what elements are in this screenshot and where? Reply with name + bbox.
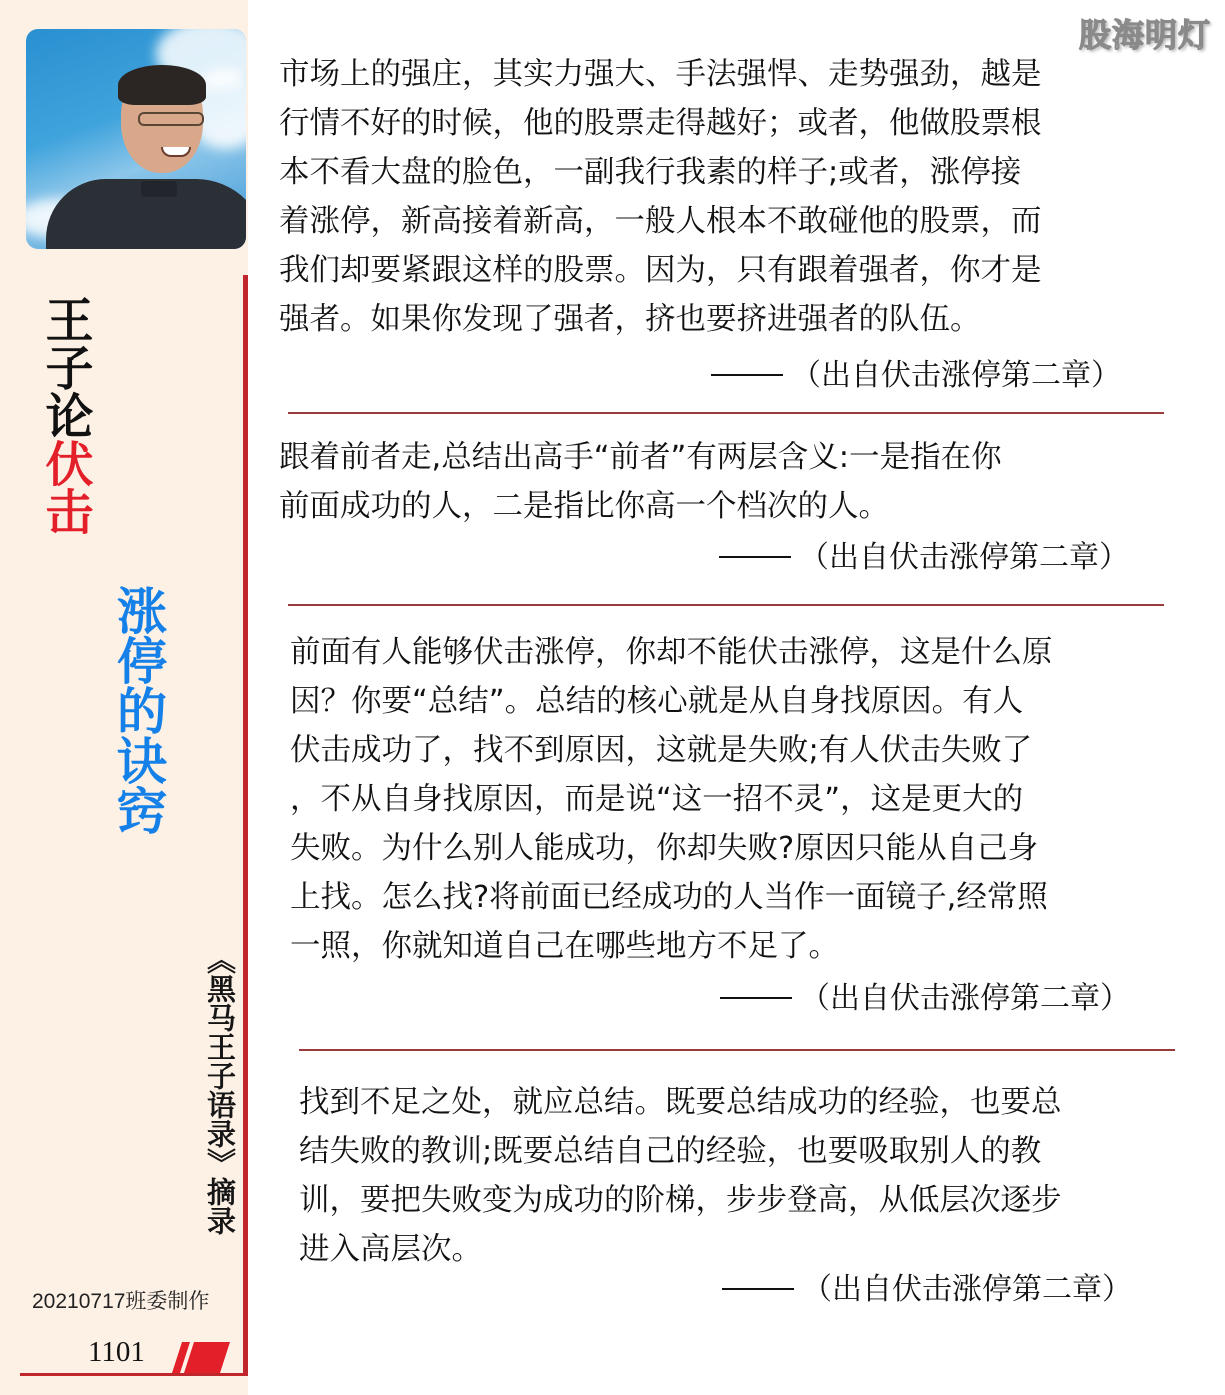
- slash-mark-icon: [172, 1342, 230, 1373]
- quote-line: 前面成功的人，二是指比你高一个档次的人。: [279, 489, 889, 524]
- citation: [720, 973, 1130, 1017]
- author-photo: [26, 29, 246, 249]
- quote-line: 行情不好的时候，他的股票走得越好；或者，他做股票根: [279, 106, 1042, 141]
- em-dash: [720, 997, 792, 999]
- quote-line: 进入高层次。: [299, 1232, 482, 1267]
- column-title: [37, 295, 93, 535]
- watermark-logo: 股海明灯: [1078, 16, 1211, 54]
- quote-line: 伏击成功了，找不到原因，这就是失败;有人伏击失败了: [290, 733, 1033, 768]
- quote-line: 本不看大盘的脸色，一副我行我素的样子;或者，涨停接: [279, 155, 1022, 190]
- em-dash: [719, 556, 791, 558]
- quote-line: 市场上的强庄，其实力强大、手法强悍、走势强劲，越是: [279, 57, 1042, 92]
- citation-text: （出自伏击涨停第二章）: [799, 540, 1129, 575]
- em-dash: [722, 1288, 794, 1290]
- accent-bar: [243, 275, 248, 1373]
- quote-line: 失败。为什么别人能成功，你却失败?原因只能从自己身: [290, 831, 1039, 866]
- citation: [722, 1264, 1132, 1308]
- page-underline: [20, 1373, 248, 1376]
- section-divider: [288, 604, 1164, 606]
- page-number: 1101: [88, 1336, 145, 1368]
- quote-line: 前面有人能够伏击涨停，你却不能伏击涨停，这是什么原: [290, 635, 1053, 670]
- quote-line: 找到不足之处，就应总结。既要总结成功的经验，也要总: [299, 1085, 1062, 1120]
- topic-subtitle: 涨停的诀窍: [109, 585, 168, 835]
- em-dash: [711, 374, 783, 376]
- quote-line: 训，要把失败变为成功的阶梯，步步登高，从低层次逐步: [299, 1183, 1062, 1218]
- citation: [719, 532, 1129, 576]
- quote-line: ，不从自身找原因，而是说“这一招不灵”，这是更大的: [290, 782, 1024, 817]
- quote-line: 因？你要“总结”。总结的核心就是从自身找原因。有人: [290, 684, 1024, 719]
- quote-section-1: [279, 50, 1042, 344]
- source-label: 《黑马王子语录》摘录: [203, 945, 237, 1235]
- quote-section-3: [290, 628, 1053, 971]
- quote-line: 结失败的教训;既要总结自己的经验，也要吸取别人的教: [299, 1134, 1042, 1169]
- maker-credit: 20210717班委制作: [32, 1290, 210, 1313]
- citation-text: （出自伏击涨停第二章）: [802, 1272, 1132, 1307]
- quote-line: 跟着前者走,总结出高手“前者”有两层含义:一是指在你: [279, 440, 1002, 475]
- section-divider: [299, 1049, 1175, 1051]
- column-title-black: 王子论: [37, 295, 93, 439]
- sidebar: [0, 0, 248, 1395]
- quote-line: 强者。如果你发现了强者，挤也要挤进强者的队伍。: [279, 302, 981, 337]
- quote-line: 我们却要紧跟这样的股票。因为，只有跟着强者，你才是: [279, 253, 1042, 288]
- citation-text: （出自伏击涨停第二章）: [791, 358, 1121, 393]
- quote-section-4: [299, 1078, 1062, 1274]
- quote-line: 着涨停，新高接着新高，一般人根本不敢碰他的股票，而: [279, 204, 1042, 239]
- quote-line: 一照，你就知道自己在哪些地方不足了。: [290, 929, 839, 964]
- citation-text: （出自伏击涨停第二章）: [800, 981, 1130, 1016]
- section-divider: [288, 412, 1164, 414]
- citation: [711, 350, 1121, 394]
- quote-line: 上找。怎么找?将前面已经成功的人当作一面镜子,经常照: [290, 880, 1048, 915]
- column-title-red: 伏击: [37, 439, 93, 535]
- quote-section-2: [279, 433, 1002, 531]
